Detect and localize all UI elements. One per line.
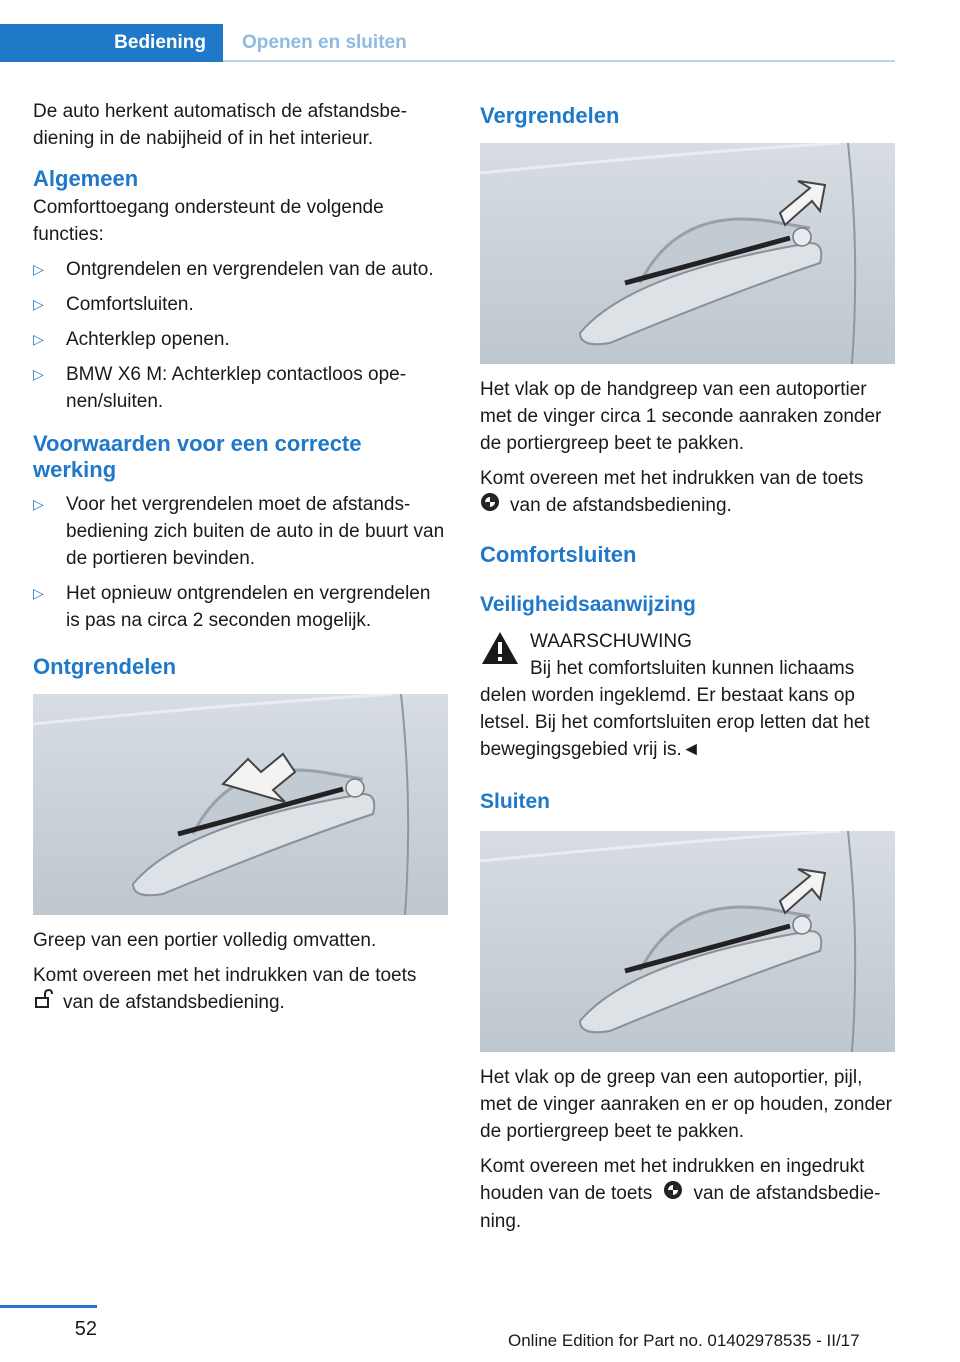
warning-block [480, 628, 896, 763]
triangle-bullet-icon: ▷ [33, 331, 44, 347]
algemeen-text: Comforttoegang ondersteunt de volgende functies: [33, 197, 384, 245]
section-tab: Bediening [0, 24, 223, 62]
right-column [480, 103, 896, 1243]
unlock-icon [33, 989, 53, 1017]
bmw-key-icon [480, 492, 500, 520]
door-handle-illustration [480, 143, 895, 364]
page-number: 52 [74, 1318, 97, 1340]
warning-label: WAARSCHUWING [530, 631, 692, 652]
heading-voorwaarden: Voorwaarden voor een correcte werking [33, 431, 362, 482]
door-handle-close-image [480, 831, 895, 1052]
heading-algemeen: Algemeen [33, 166, 139, 191]
door-handle-illustration [33, 694, 448, 915]
door-handle-unlock-image [33, 694, 448, 915]
ontgrendelen-text: Greep van een portier volledig omvatten. [33, 930, 377, 951]
list-item: ▷ Het opnieuw ontgrendelen en vergrendelen is pas na circa 2 seconden mogelijk. [33, 580, 449, 634]
heading-sluiten: Sluiten [480, 790, 551, 813]
warning-triangle-icon [480, 630, 520, 674]
door-handle-lock-image [480, 143, 895, 364]
intro-text: De auto herkent automatisch de afstandsbediening in de nabijheid of in het interieur. [33, 101, 407, 149]
heading-veiligheidsaanwijzing: Veiligheidsaanwijzing [480, 593, 696, 616]
ontgrendelen-key-text: Komt overeen met het indrukken van de toets van de afstandsbediening. [33, 962, 449, 1017]
door-handle-illustration [480, 831, 895, 1052]
list-item: ▷ BMW X6 M: Achterklep contactloos openen/sluiten. [33, 361, 449, 415]
triangle-bullet-icon: ▷ [33, 366, 44, 382]
list-item: ▷ Voor het vergrendelen moet de afstandsbediening zich buiten de auto in de buurt van de portieren bevinden. [33, 491, 449, 572]
header-divider [223, 60, 895, 62]
warning-text: delen worden ingeklemd. Er bestaat kans op letsel. Bij het comfortsluiten erop letten dat het bewegingsgebied vrij is.◄ [480, 685, 870, 760]
subsection-tab: Openen en sluiten [242, 32, 407, 53]
triangle-bullet-icon: ▷ [33, 261, 44, 277]
bmw-key-icon [663, 1180, 683, 1208]
heading-comfortsluiten: Comfortsluiten [480, 542, 637, 567]
bullet-list-conditions [33, 491, 449, 634]
heading-vergrendelen: Vergrendelen [480, 103, 620, 128]
vergrendelen-text: Het vlak op de handgreep van een autoportier met de vinger circa 1 seconde aanraken zonder de portiergreep beet te pakken. [480, 379, 882, 454]
left-column [33, 98, 449, 1025]
triangle-bullet-icon: ▷ [33, 296, 44, 312]
bullet-list-functions [33, 256, 449, 415]
triangle-bullet-icon: ▷ [33, 496, 44, 512]
vergrendelen-key-text: Komt overeen met het indrukken van de toets van de afstandsbediening. [480, 465, 896, 520]
triangle-bullet-icon: ▷ [33, 585, 44, 601]
footer-rule [0, 1305, 97, 1308]
sluiten-text: Het vlak op de greep van een autoportier, pijl, met de vinger aanraken en er op houden, zonder de portiergreep beet te pakken. [480, 1067, 892, 1142]
list-item: ▷ Ontgrendelen en vergrendelen van de auto. [33, 256, 449, 283]
heading-ontgrendelen: Ontgrendelen [33, 654, 177, 679]
edition-text: Online Edition for Part no. 01402978535 - II/17 [508, 1331, 860, 1350]
sluiten-key-text: Komt overeen met het indrukken en ingedrukt houden van de toets van de afstandsbediening. [480, 1156, 881, 1232]
page-header [0, 24, 895, 62]
list-item: ▷ Comfortsluiten. [33, 291, 449, 318]
warning-text-first-line: Bij het comfortsluiten kunnen lichaams [530, 658, 855, 679]
list-item: ▷ Achterklep openen. [33, 326, 449, 353]
